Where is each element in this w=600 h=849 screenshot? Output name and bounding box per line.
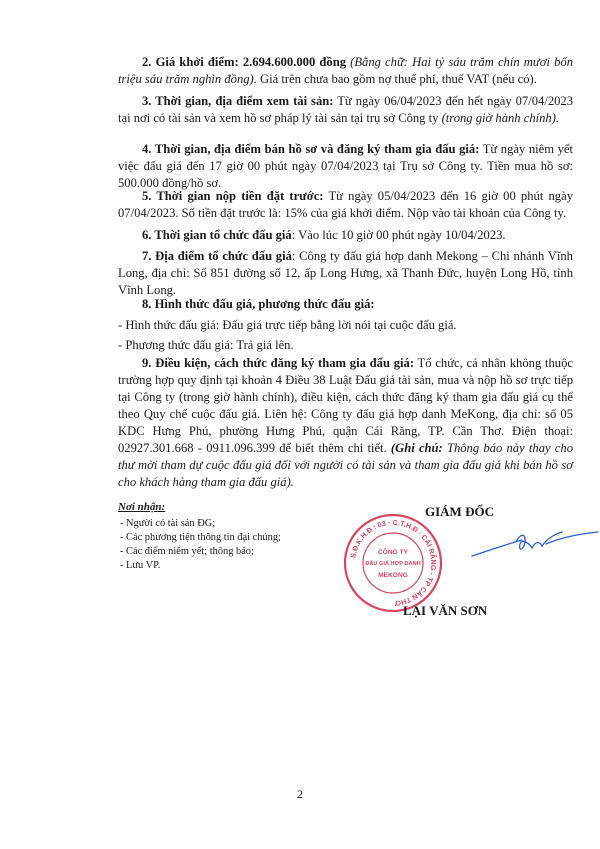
item-label: 4. Thời gian, địa điểm bán hồ sơ và đăng ký tham gia đấu giá: bbox=[142, 142, 480, 156]
item-text: Từ ngày 06/04/2023 đến hết ngày 07/04/2023 tại nơi có tài sản và xem hồ sơ pháp lý tài sản tại trụ sở Công ty bbox=[118, 94, 574, 125]
handwritten-signature bbox=[470, 520, 600, 570]
note-label: (Ghi chú: bbox=[390, 441, 443, 455]
stamp-line-name: MEKONG bbox=[378, 572, 408, 579]
item-starting-price bbox=[118, 54, 573, 88]
recipient-item: - Các điểm niêm yết; thông báo; bbox=[120, 546, 254, 557]
note-text: Thông báo này thay cho thư mời tham dự cuộc đấu giá đối với người có tài sản và tham gia đấu giá khi bán hồ sơ cho khách hàng tham gia đấu giá). bbox=[118, 441, 573, 489]
item-text: Tổ chức, cá nhân không thuộc trường hợp quy định tại khoản 4 Điều 38 Luật Đấu giá tài sản, mua và nộp hồ sơ trực tiếp tại Công ty (trong giờ hành chính), điều kiện, cách thức đăng ký tham gia đấu giá cụ thể theo Quy chế cuộc đấu giá. Liên hệ: Công ty đấu giá hợp danh MeKong, địa chỉ: số 05 KDC Hưng Phú, phường Hưng Phú, quận Cái Răng, TP. Cần Thơ. Điện thoại: 02927.301.668 - 0911.096.399 để biết thêm chi tiết. bbox=[118, 356, 573, 455]
item-sale-registration bbox=[118, 141, 573, 192]
item-auction-form bbox=[118, 296, 573, 313]
item-viewing-time bbox=[118, 93, 573, 127]
stamp-ring-text: S.Đ.K.H.Đ : 03 · C.T.H.Đ · CÁI RĂNG - TP CẦN THƠ bbox=[348, 517, 439, 609]
item-label: 5. Thời gian nộp tiền đặt trước: bbox=[142, 189, 324, 203]
item-text: Từ ngày 05/04/2023 đến 16 giờ 00 phút ngày 07/04/2023. Số tiền đặt trước là: 15% của giá khởi điểm. Nộp vào tài khoản của Công ty. bbox=[118, 189, 573, 220]
item-text: Từ ngày niêm yết việc đấu giá đến 17 giờ 00 phút ngày 07/04/2023 tại Trụ sở Công ty. Tiền mua hồ sơ: 500.000 đồng/hồ sơ. bbox=[118, 142, 573, 190]
item-label: 6. Thời gian tổ chức đấu giá bbox=[142, 228, 292, 242]
signer-title: GIÁM ĐỐC bbox=[425, 504, 494, 519]
item-auction-time bbox=[118, 227, 573, 244]
item-label: 9. Điều kiện, cách thức đăng ký tham gia đấu giá: bbox=[142, 356, 415, 370]
recipients-heading: Nơi nhận: bbox=[118, 501, 166, 513]
item-text: : Vào lúc 10 giờ 00 phút ngày 10/04/2023. bbox=[291, 228, 506, 242]
stamp-line-type: ĐẤU GIÁ HỢP DANH bbox=[365, 561, 421, 567]
item-auction-location bbox=[118, 248, 573, 299]
item-text: : Công ty đấu giá hợp danh Mekong – Chi nhánh Vĩnh Long, địa chỉ: Số 851 đường số 12, ấp Long Hưng, xã Thanh Đức, huyện Long Hồ, tỉnh Vĩnh Long. bbox=[118, 249, 573, 297]
item-italic: (trong giờ hành chính). bbox=[441, 111, 560, 125]
item-label: 7. Địa điểm tổ chức đấu giá bbox=[142, 249, 292, 263]
item-label: 3. Thời gian, địa điểm xem tài sản: bbox=[142, 94, 334, 108]
recipients-block bbox=[118, 500, 378, 573]
recipient-item: - Lưu VP. bbox=[120, 560, 161, 571]
item-label: 2. Giá khởi điểm: 2.694.600.000 đồng bbox=[142, 55, 346, 69]
item-deposit-time bbox=[118, 188, 573, 222]
item-form-line: - Hình thức đấu giá: Đấu giá trực tiếp bằng lời nói tại cuộc đấu giá. bbox=[118, 318, 457, 332]
page-number: 2 bbox=[297, 787, 303, 801]
recipient-item: - Người có tài sản ĐG; bbox=[120, 518, 216, 529]
item-text: Giá trên chưa bao gồm nợ thuế phí, thuế VAT (nếu có). bbox=[256, 72, 537, 86]
item-label: 8. Hình thức đấu giá, phương thức đấu giá: bbox=[142, 297, 375, 311]
item-conditions bbox=[118, 355, 573, 491]
signer-name: LẠI VĂN SƠN bbox=[403, 603, 488, 618]
stamp-line-company: CÔNG TY bbox=[377, 549, 409, 556]
item-method-line: - Phương thức đấu giá: Trả giá lên. bbox=[118, 338, 294, 352]
company-stamp bbox=[342, 512, 444, 614]
item-italic: (Bằng chữ: Hai tỷ sáu trăm chín mươi bốn triệu sáu trăm nghìn đồng). bbox=[118, 55, 573, 86]
recipient-item: - Các phương tiện thông tin đại chúng; bbox=[120, 532, 281, 543]
